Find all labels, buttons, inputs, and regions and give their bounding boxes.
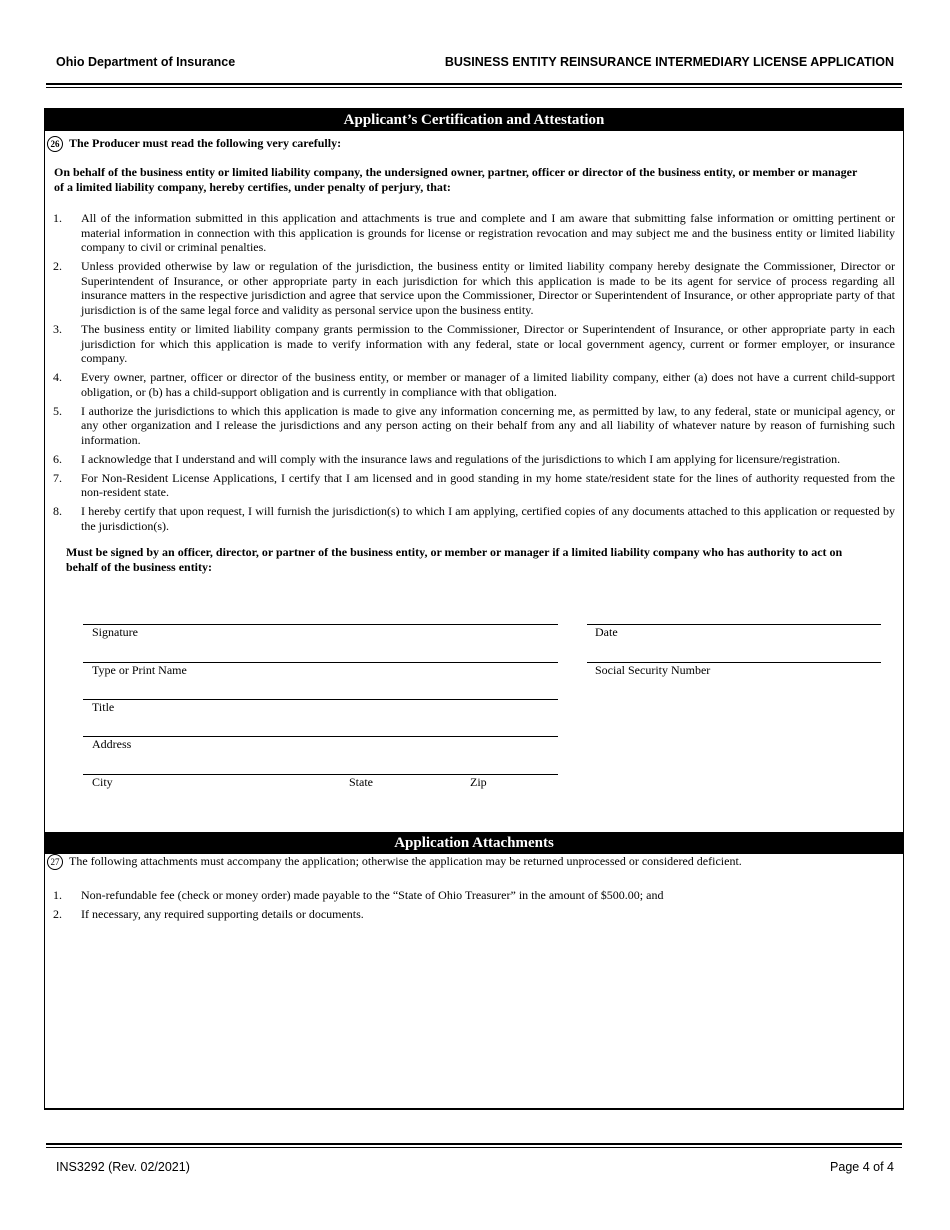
- signer-note: [66, 545, 883, 574]
- list-item-text: Non-refundable fee (check or money order) made payable to the “State of Ohio Treasurer” in the amount of $500.00; and: [81, 888, 664, 902]
- print-name-label: Type or Print Name: [92, 663, 187, 677]
- list-item-number: 5.: [53, 403, 62, 418]
- list-item-text: For Non-Resident License Applications, I certify that I am licensed and in good standing in my home state/resident state for the lines of authority requested from the non-resident state.: [81, 470, 895, 500]
- date-line[interactable]: [587, 624, 881, 625]
- list-item-text: All of the information submitted in this application and attachments is true and complete and I am aware that submitting false information or omitting pertinent or material information in connection with this application is grounds for license or registration revocation and may subject me and the business entity or limited liability company to civil or criminal penalties.: [81, 211, 895, 255]
- list-item: [53, 471, 895, 500]
- certification-intro-text: The Producer must read the following very carefully:: [69, 136, 342, 150]
- list-item: [53, 404, 895, 448]
- list-item-text: I hereby certify that upon request, I will furnish the jurisdiction(s) to which I am applying, certified copies of any documents attached to this application or requested by the jurisdiction(s).: [81, 504, 895, 534]
- footer-rule-thin: [46, 1147, 902, 1148]
- address-label: Address: [92, 737, 132, 751]
- signer-note-line2: behalf of the business entity:: [66, 559, 213, 574]
- list-item-text: If necessary, any required supporting details or documents.: [81, 906, 364, 921]
- list-item-text: Every owner, partner, officer or director of the business entity, or member or manager of a limited liability company, either (a) does not have a current child-support obligation, or (b) has a child-support obligation and is currently in compliance with that obligation.: [81, 370, 895, 399]
- footer-rule: [46, 1143, 902, 1145]
- list-item-text: Unless provided otherwise by law or regulation of the jurisdiction, the business entity or limited liability company hereby designate the Commissioner, Director or Superintendent of Insurance, or other appropriate party in each jurisdiction for which this application is made to be its agent for service of process regarding all insurance matters in the respective jurisdiction and agree that service upon the Commissioner, Director or Superintendent of Insurance, or other appropriate party of that jurisdiction is of the same legal force and validity as personal service upon the business entity.: [81, 259, 895, 317]
- list-item-number: 1.: [53, 211, 62, 225]
- list-item-number: 7.: [53, 470, 62, 485]
- certification-statement-line1: On behalf of the business entity or limited liability company, the undersigned owner, partner, officer or director of the business entity, or member or manager: [54, 165, 858, 179]
- list-item-number: 2.: [53, 259, 62, 274]
- city-label: City: [92, 775, 113, 789]
- list-item-text: I authorize the jurisdictions to which this application is made to give any information concerning me, as permitted by law, to any federal, state or municipal agency, or any other organization and I release the jurisdictions and any person acting on their behalf from any and all liability of whatever nature by reason of furnishing such information.: [81, 403, 895, 447]
- form-title: BUSINESS ENTITY REINSURANCE INTERMEDIARY LICENSE APPLICATION: [444, 55, 894, 69]
- date-label: Date: [595, 625, 618, 639]
- form-id: INS3292 (Rev. 02/2021): [56, 1160, 190, 1174]
- list-item-text: I acknowledge that I understand and will comply with the insurance laws and regulations of the jurisdictions to which I am applying for licensure/registration.: [81, 451, 841, 466]
- signature-line[interactable]: [83, 624, 558, 625]
- city-state-zip-line[interactable]: [83, 774, 558, 775]
- header-rule-thin: [46, 87, 902, 88]
- list-item-number: 6.: [53, 451, 62, 466]
- ssn-label: Social Security Number: [595, 663, 711, 677]
- title-label: Title: [92, 700, 115, 714]
- certification-list: [53, 211, 895, 538]
- zip-label: Zip: [470, 775, 487, 789]
- list-item: [53, 504, 895, 533]
- list-item: [53, 907, 895, 922]
- list-item-number: 2.: [53, 906, 62, 921]
- title-line[interactable]: [83, 699, 558, 700]
- list-item: [53, 452, 895, 467]
- certification-intro: [47, 136, 341, 152]
- certification-statement: [54, 165, 895, 194]
- attachments-intro: [47, 854, 742, 870]
- agency-name: Ohio Department of Insurance: [56, 55, 236, 69]
- item-number-badge: 27: [47, 854, 63, 870]
- list-item: [53, 370, 895, 399]
- header-rule: [46, 83, 902, 85]
- form-frame: [44, 108, 904, 1110]
- list-item-number: 1.: [53, 888, 62, 902]
- signature-label: Signature: [92, 625, 138, 639]
- item-number-badge: 26: [47, 136, 63, 152]
- attachments-intro-text: The following attachments must accompany the application; otherwise the application may be returned unprocessed or considered deficient.: [69, 854, 742, 868]
- certification-section-title: Applicant’s Certification and Attestation: [45, 109, 903, 131]
- address-line[interactable]: [83, 736, 558, 737]
- list-item-number: 3.: [53, 321, 62, 336]
- state-label: State: [349, 775, 373, 789]
- page-number: Page 4 of 4: [830, 1160, 894, 1174]
- signer-note-line1: Must be signed by an officer, director, or partner of the business entity, or member or manager if a limited liability company who has authority to act on: [66, 545, 843, 559]
- list-item: [53, 259, 895, 317]
- list-item: [53, 211, 895, 255]
- list-item-number: 8.: [53, 504, 62, 519]
- certification-statement-line2: of a limited liability company, hereby certifies, under penalty of perjury, that:: [54, 179, 451, 194]
- list-item: [53, 888, 895, 903]
- list-item-number: 4.: [53, 370, 62, 385]
- attachments-list: [53, 888, 895, 926]
- list-item-text: The business entity or limited liability company grants permission to the Commissioner, Director or Superintendent of Insurance, or other appropriate party in each jurisdiction for which this application is made to verify information with any federal, state or local government agency, current or former employer, or insurance company.: [81, 321, 895, 366]
- attachments-section-title: Application Attachments: [45, 832, 903, 854]
- list-item: [53, 322, 895, 366]
